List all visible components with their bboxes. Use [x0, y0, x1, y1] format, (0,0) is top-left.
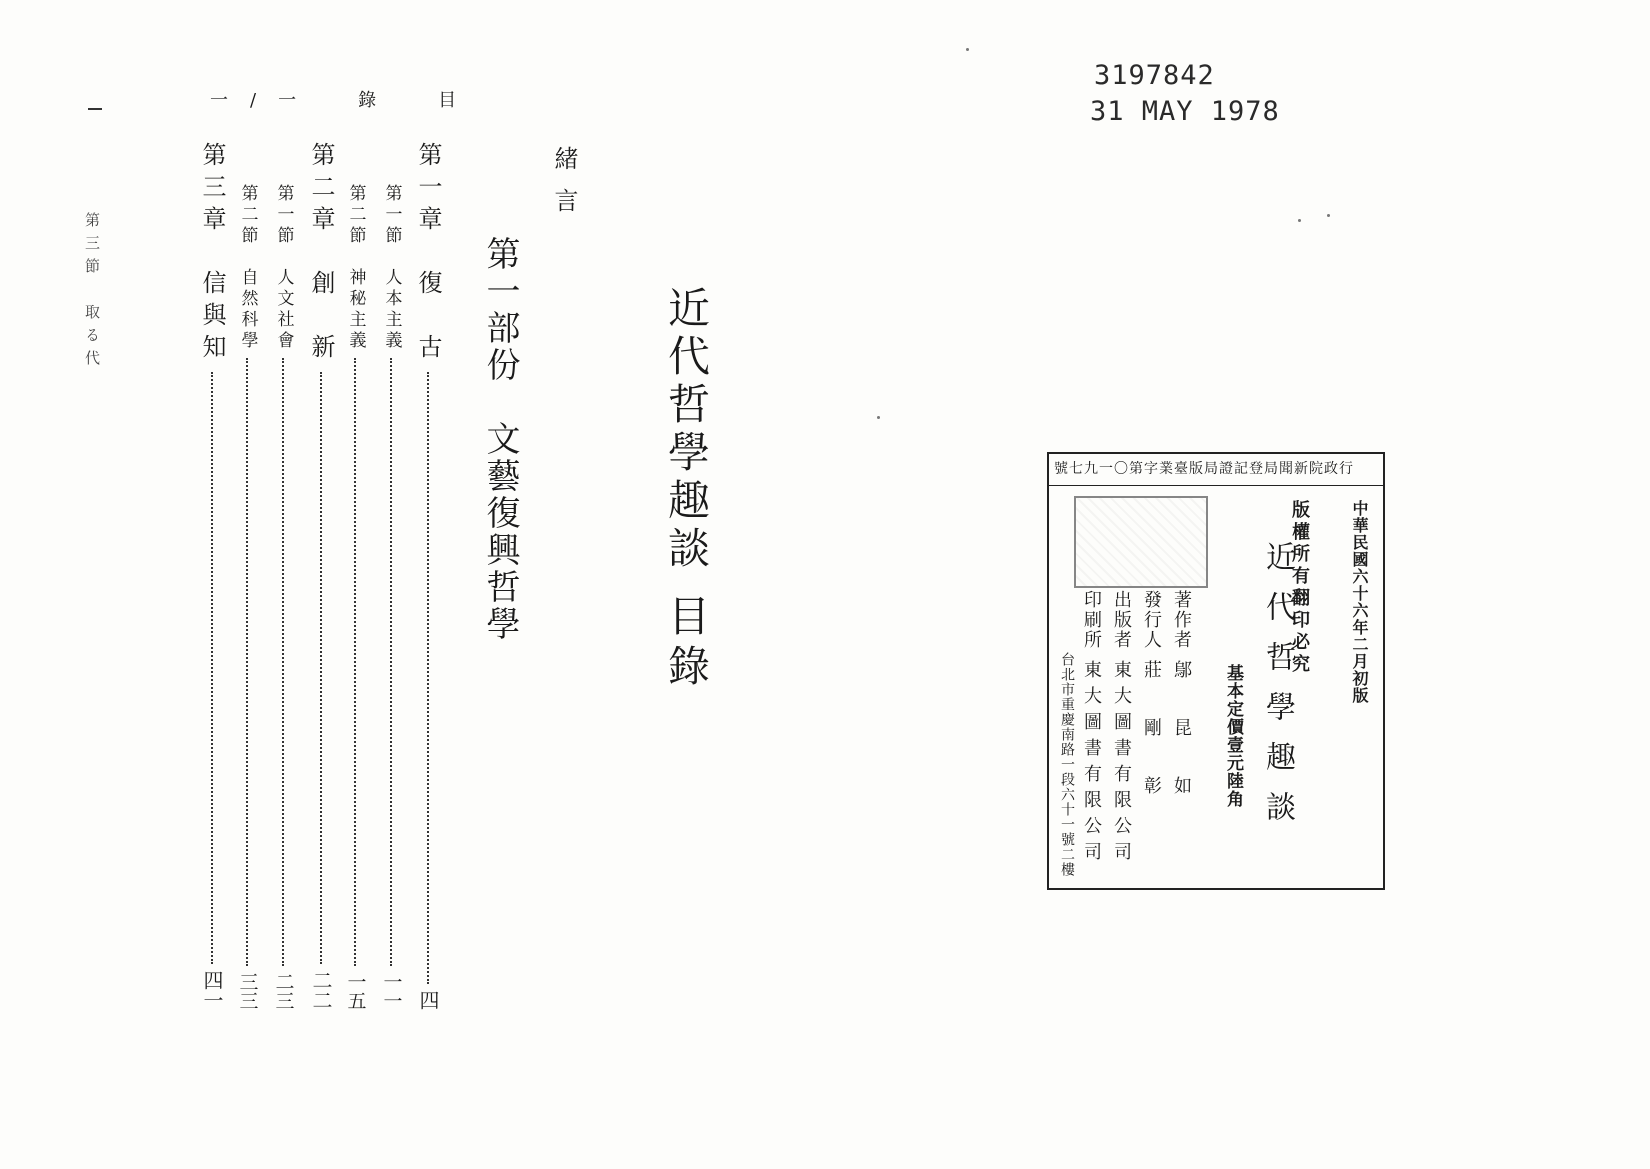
toc-preface: 緒言 [550, 146, 578, 230]
credit-label: 著作者 [1171, 590, 1192, 650]
credit-value: 東大圖書有限公司 [1081, 660, 1102, 868]
toc-page-number: 一一 [380, 972, 403, 1010]
dot-leader [320, 372, 322, 964]
copyright-notice: 版權所有翻印必究 [1289, 500, 1310, 676]
publisher-address: 台北市重慶南路一段六十一號二樓 [1059, 652, 1075, 877]
toc-label: 第一節 人本主義 [381, 184, 402, 352]
book-title: 近代哲學趣談 [662, 286, 711, 574]
colophon-title: 近代哲學趣談 [1260, 541, 1295, 841]
dot-leader [427, 372, 429, 984]
toc-entry-chapter-3 [197, 142, 227, 1010]
credit-publisher [1112, 590, 1130, 868]
credit-label: 印刷所 [1081, 590, 1102, 650]
scan-speck [1298, 219, 1301, 222]
toc-label: 第三章 信與知 [198, 142, 226, 366]
credit-printer [1082, 590, 1100, 868]
dot-leader [211, 372, 213, 964]
edition-date: 中華民國六十六年二月初版 [1350, 500, 1369, 704]
date-received-stamp: 31 MAY 1978 [1090, 96, 1280, 127]
credit-label: 出版者 [1111, 590, 1132, 650]
credit-value: 鄔昆如 [1171, 660, 1192, 834]
part-title: 第一部份 文藝復興哲學 [480, 236, 520, 643]
credit-author [1172, 590, 1190, 834]
toc-entry-section [344, 184, 366, 1010]
credit-publisher-person [1142, 590, 1160, 834]
toc-page-number: 二二 [309, 970, 333, 1010]
registration-line [1054, 458, 1354, 478]
toc-entry-section [236, 184, 258, 1010]
toc-label: 第一節 人文社會 [273, 184, 294, 352]
toc-page-number: 四 [416, 990, 440, 1010]
scan-speck [1327, 214, 1330, 217]
scan-speck [877, 416, 880, 419]
toc-page-number: 一五 [344, 972, 367, 1010]
toc-page-number: 四一 [200, 970, 224, 1010]
toc-label: 第二節 自然科學 [237, 184, 258, 352]
toc-entry-section [272, 184, 294, 1010]
toc-label: 第一章 復 古 [414, 142, 442, 366]
dot-leader [354, 358, 356, 966]
credit-value: 東大圖書有限公司 [1111, 660, 1132, 868]
toc-entry-chapter-2 [306, 142, 336, 1010]
contents-heading: 目錄 [662, 594, 711, 694]
credit-label: 發行人 [1141, 590, 1162, 650]
dot-leader [246, 358, 248, 966]
accession-number-stamp: 3197842 [1094, 60, 1215, 91]
toc-page-number: 二三 [272, 972, 295, 1010]
toc-label: 第二節 神秘主義 [345, 184, 366, 352]
page-edge-dash [88, 108, 102, 110]
toc-label: 第二章 創 新 [307, 142, 335, 366]
registration-text: 行政院新聞局登記證局版臺業字第〇一九七號 [1054, 461, 1354, 477]
toc-entry-section [380, 184, 402, 1010]
credit-value: 莊剛彰 [1141, 660, 1162, 834]
running-head: 一/一 錄 目 [210, 90, 479, 111]
registration-divider [1049, 485, 1383, 486]
toc-entry-chapter-1 [413, 142, 443, 1010]
dot-leader [282, 358, 284, 966]
toc-page-number: 三三 [236, 972, 259, 1010]
adjacent-page-bleed-text: 第三節 取る代 [83, 212, 101, 373]
scan-speck [966, 48, 969, 51]
dot-leader [390, 358, 392, 966]
price: 基本定價壹元陸角 [1223, 664, 1243, 808]
